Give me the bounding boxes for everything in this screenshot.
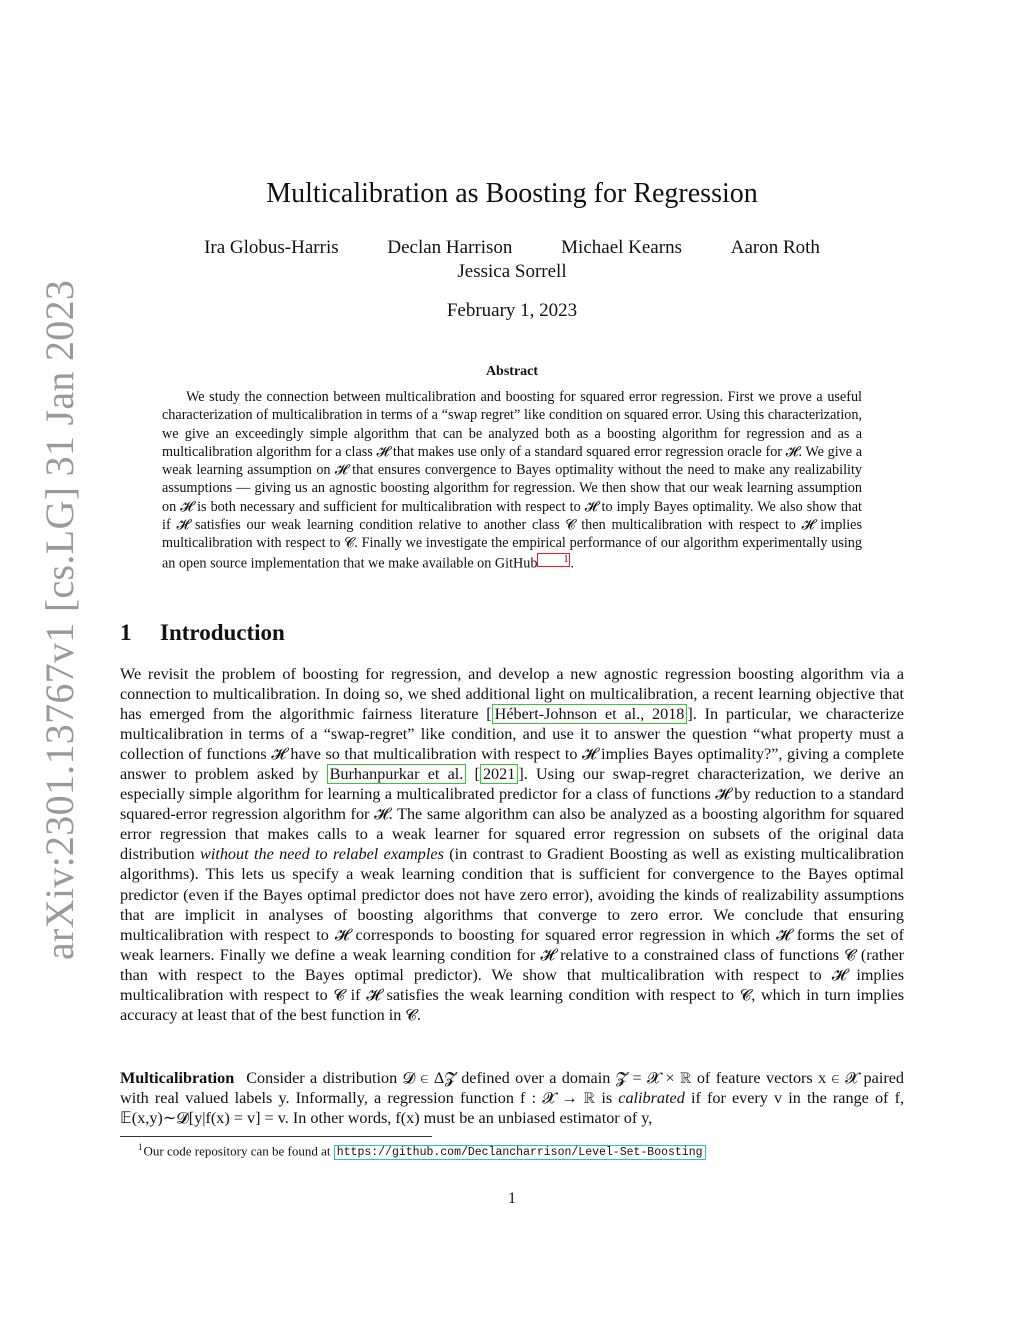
paragraph-text: if for every v in the range of f, 𝔼(x,y)∼𝓓[y|f(x) = v] = v. In other words, f(x) must be an unbiased estimator of y, xyxy=(120,1089,905,1128)
arxiv-identifier: arXiv:2301.13767v1 [cs.LG] 31 Jan 2023 xyxy=(37,279,82,960)
author-name: Jessica Sorrell xyxy=(457,261,567,282)
intro-text: (in contrast to Gradient Boosting as well as existing multicalibration algorithms). This lets us specify a weak learning condition that is sufficient for convergence to the Bayes optimal predictor (even if the Bayes optimal predictor does not have zero error), avoiding the kinds of realizability assumptions that are implicit in analyses of boosting algorithms that converge to zero error. We conclude that ensuring multicalibration with respect to 𝓗 corresponds to boosting for squared error regression in which 𝓗 forms the set of weak learners. Finally we define a weak learning condition for 𝓗 relative to a constrained class of functions 𝓒 (rather than with respect to the Bayes optimal predictor). We show that multicalibration with respect to 𝓗 implies multicalibration with respect to 𝓒 if 𝓗 satisfies the weak learning condition with respect to 𝓒, which in turn implies accuracy at least that of the best function in 𝓒. xyxy=(120,845,904,1024)
section-title: Introduction xyxy=(160,620,285,645)
citation-link[interactable]: 2021 xyxy=(480,764,518,784)
intro-text: ]. In particular, we characterize multicalibration in terms of a “swap-regret” like condition, and use it to answer the question “what property must a collection of functions 𝓗 have so that multicalibration with respect to 𝓗 implies Bayes optimality?”, giving a complete answer to problem asked by xyxy=(120,705,904,784)
abstract-body: We study the connection between multicalibration and boosting for squared error regression. First we prove a useful characterization of multicalibration in terms of a “swap regret” like condition on squared error. Using this characterization, we give an exceedingly simple algorithm that can be analyzed both as a boosting algorithm for regression and as a multicalibration algorithm for a class 𝓗 that makes use only of a standard squared error regression oracle for 𝓗. We give a weak learning assumption on 𝓗 that ensures convergence to Bayes optimality without the need to make any realizability assumptions — giving us an agnostic boosting algorithm for regression. We then show that our weak learning assumption on 𝓗 is both necessary and sufficient for multicalibration with respect to 𝓗 to imply Bayes optimality. We also show that if 𝓗 satisfies our weak learning condition relative to another class 𝓒 then multicalibration with respect to 𝓗 implies multicalibration with respect to 𝓒. Finally we investigate the empirical performance of our algorithm experimentally using an open source implementation that we make available on GitHub xyxy=(162,389,862,572)
paper-title: Multicalibration as Boosting for Regression xyxy=(266,178,758,209)
intro-paragraph xyxy=(120,664,904,1025)
section-number: 1 xyxy=(120,620,132,645)
abstract-heading: Abstract xyxy=(485,364,539,379)
footnote-divider xyxy=(120,1136,432,1137)
abstract-end: . xyxy=(570,555,575,572)
author-name: Michael Kearns xyxy=(561,237,682,258)
footnote-link[interactable]: 1 xyxy=(537,553,570,567)
footnote-number: 1 xyxy=(138,1142,143,1152)
author-name: Ira Globus-Harris xyxy=(204,237,339,258)
paragraph-text: Consider a distribution 𝓓 ∈ Δ𝓩 defined over a domain 𝓩 = 𝓧 × ℝ of feature vectors x ∈ 𝓧 paired with real valued labels y. Informally, a regression function f : 𝓧 → ℝ is xyxy=(120,1069,904,1108)
intro-text: ]. Using our swap-regret characterization, we derive an especially simple algorithm for learning a multicalibrated predictor for a class of functions 𝓗 by reduction to a standard squared-error regression algorithm for 𝓗. The same algorithm can also be analyzed as a boosting algorithm for squared error regression that makes calls to a weak learner for squared error regression on subsets of the original data distribution xyxy=(120,765,904,864)
emphasis-text: calibrated xyxy=(618,1089,685,1108)
page-number: 1 xyxy=(508,1190,516,1207)
publication-date: February 1, 2023 xyxy=(446,300,578,321)
author-list xyxy=(150,236,874,284)
paragraph-heading: Multicalibration xyxy=(120,1069,235,1087)
author-name: Declan Harrison xyxy=(387,237,513,258)
footnote-text: Our code repository can be found at xyxy=(143,1143,334,1159)
intro-text: [ xyxy=(466,765,480,784)
abstract-text xyxy=(162,388,862,573)
section-heading xyxy=(120,620,285,646)
multicalibration-paragraph xyxy=(120,1068,904,1128)
citation-link[interactable]: Burhanpurkar et al. xyxy=(327,764,467,784)
footnote xyxy=(120,1142,904,1159)
emphasis-text: without the need to relabel examples xyxy=(200,845,444,864)
intro-text: We revisit the problem of boosting for regression, and develop a new agnostic regression boosting algorithm via a connection to multicalibration. In doing so, we shed additional light on multicalibration, a recent learning objective that has emerged from the algorithmic fairness literature [ xyxy=(120,665,904,724)
repository-url-link[interactable]: https://github.com/Declancharrison/Level-Set-Boosting xyxy=(334,1145,706,1160)
citation-link[interactable]: Hébert-Johnson et al., 2018 xyxy=(492,704,688,724)
author-name: Aaron Roth xyxy=(730,237,820,258)
